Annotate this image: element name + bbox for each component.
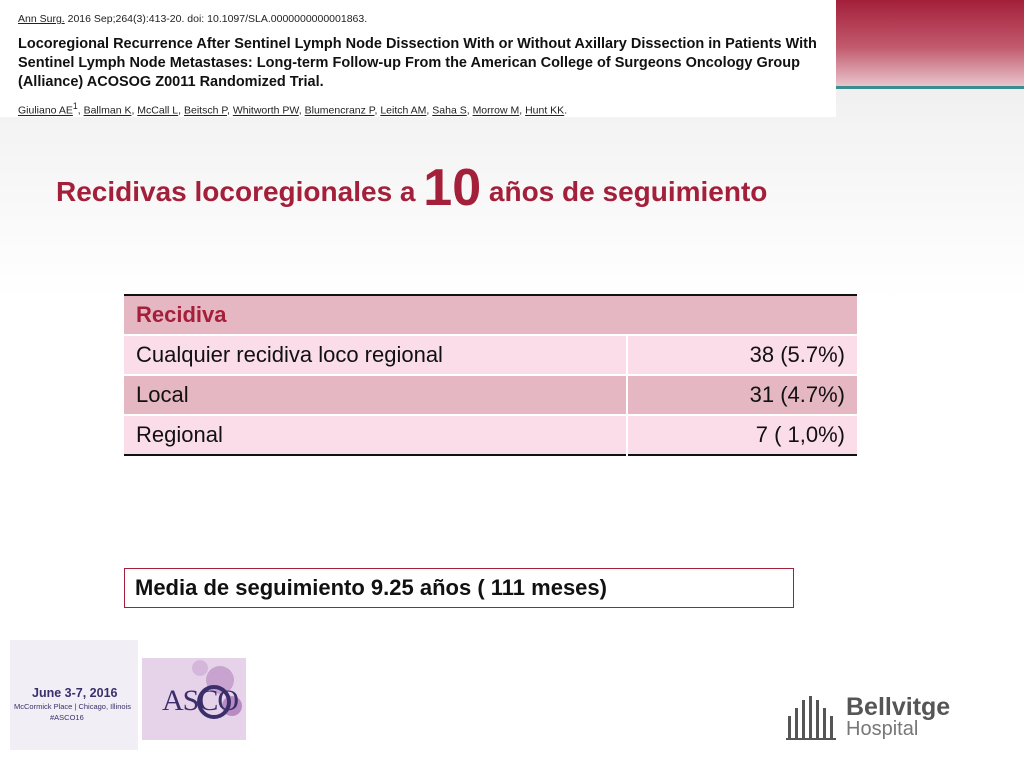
row-label: Regional <box>124 415 627 455</box>
journal-link[interactable]: Ann Surg. <box>18 13 65 25</box>
logo-baseline <box>786 738 836 740</box>
asco-venue: McCormick Place | Chicago, Illinois <box>14 702 131 711</box>
row-value: 38 (5.7%) <box>627 335 857 375</box>
logo-bar <box>823 708 826 738</box>
doi-link[interactable]: 10.1097/SLA.0000000000001863 <box>207 13 365 25</box>
hospital-subtitle: Hospital <box>846 718 919 740</box>
title-big-number: 10 <box>423 159 482 217</box>
table-row <box>124 335 857 375</box>
table-row <box>124 375 857 415</box>
asco-hashtag: #ASCO16 <box>50 713 84 722</box>
author-link[interactable]: Morrow M <box>472 104 520 117</box>
citation-block <box>0 0 836 117</box>
row-label: Cualquier recidiva loco regional <box>124 335 627 375</box>
logo-bar <box>830 716 833 738</box>
corner-accent-band <box>836 0 1024 86</box>
followup-box: Media de seguimiento 9.25 años ( 111 meses) <box>124 568 794 608</box>
row-value: 7 ( 1,0%) <box>627 415 857 455</box>
slide-title <box>56 148 986 228</box>
author-link[interactable]: McCall L <box>137 104 179 117</box>
author-link[interactable]: Hunt KK <box>525 104 565 117</box>
hospital-name: Bellvitge <box>846 693 951 721</box>
bellvitge-bars-icon <box>786 694 842 744</box>
journal-details: 2016 Sep;264(3):413-20. doi: <box>64 13 208 25</box>
table-row <box>124 415 857 455</box>
corner-accent-line <box>836 86 1024 89</box>
author-link[interactable]: Blumencranz P <box>304 104 375 117</box>
author-link[interactable]: Beitsch P <box>183 104 227 117</box>
author-link[interactable]: Ballman K <box>83 104 132 117</box>
asco-date: June 3-7, 2016 <box>32 686 118 700</box>
author-link[interactable]: Saha S <box>432 104 467 117</box>
author-link[interactable]: Leitch AM <box>380 104 427 117</box>
recurrence-table <box>124 294 857 456</box>
asco-name: ASCO <box>162 684 239 717</box>
author-affiliation: 1 <box>72 101 78 111</box>
row-value: 31 (4.7%) <box>627 375 857 415</box>
author-link[interactable]: Giuliano AE <box>18 104 73 117</box>
asco-logo <box>10 640 250 750</box>
row-label: Local <box>124 375 627 415</box>
asco-bubble <box>192 660 208 676</box>
title-part-2: años de seguimiento <box>481 176 768 207</box>
doi-period: . <box>364 13 368 25</box>
table-header-cell: Recidiva <box>124 295 857 335</box>
citation-journal-line <box>18 12 818 26</box>
citation-title: Locoregional Recurrence After Sentinel Lymph Node Dissection With or Without Axillary Dissection in Patients With Sentinel Lymph Node Metastases: Long-term Follow-up From the American College of Surgeons Oncology Group (Alliance) ACOSOG Z0011 Randomized Trial. <box>18 36 817 90</box>
logo-bar <box>816 700 819 738</box>
citation-authors: Giuliano $AE^1$, Ballman K, McCall L, Beitsch P, Whitworth PW, Blumencranz P, Leitch AM, Saha S, Morrow M, Hunt KK. <box>18 101 568 117</box>
logo-bar <box>788 716 791 738</box>
title-part-1: Recidivas locoregionales a <box>56 176 424 207</box>
table-header-row <box>124 295 857 335</box>
logo-bar <box>802 700 805 738</box>
logo-bar <box>809 696 812 738</box>
author-link[interactable]: Whitworth PW <box>232 104 299 117</box>
logo-bar <box>795 708 798 738</box>
bellvitge-hospital-logo <box>786 690 986 746</box>
